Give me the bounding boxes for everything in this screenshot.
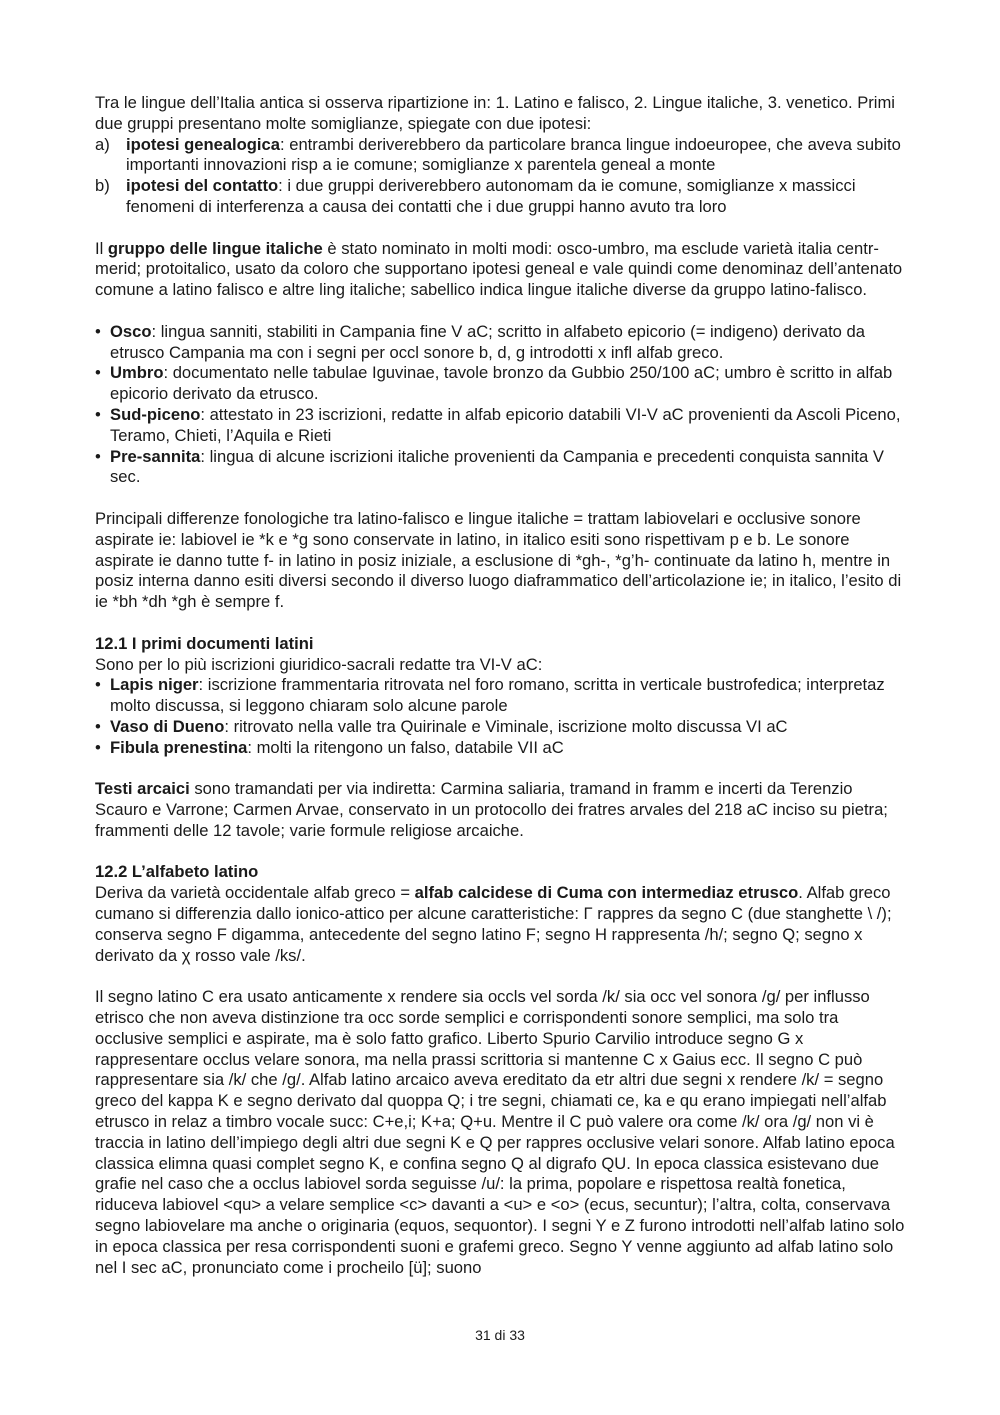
term-bold: Pre-sannita [110,446,201,466]
list-item: • Umbro: documentato nelle tabulae Iguvinae, tavole bronzo da Gubbio 250/100 aC; umbro è scritto in alfab epicorio derivato da etrusco. [95,363,893,404]
list-item: • Vaso di Dueno: ritrovato nella valle tra Quirinale e Viminale, iscrizione molto discussa VI aC [95,716,788,736]
alphabet-paragraph-2: Il segno latino C era usato anticamente x rendere sia occls vel sorda /k/ sia occ vel sonora /g/ per influsso etrisco che non aveva distinzione tra occ sorde semplici e corrispondenti sonore semplici, ma solo tra occlusive semplici e aspirate, ma è solo fatto grafico. Liberto Spurio Carvilio introduce segno G x rappresentare occlus velare sonora, ma nella prassi scrittoria si mantenne C x Gaius ecc. Il segno C può rappresentare sia /k/ che /g/. Alfab latino arcaico aveva ereditato da etr altri due segni x rendere /k/ = segno greco del kappa K e segno derivato dal quoppa Q; i tre segni, chiamati ce, ka e qu erano impiegati nell’alfab etrusco in relaz a timbro vocale succ: C+e,i; K+a; Q+u. Mentre il C può valere ora come /k/ ora /g/ non vi è traccia in latino dell’impiego degli altri due segni K e Q per rappres occlusive velari sonore. Alfab latino epoca classica elimna quasi complet segno K, e confina segno Q al digrafo QU. In epoca classica esistevano due grafie nel caso che a occlus labiovel sorda seguisse /u/: la prima, popolare e rispettosa realtà fonetica, riduceva labiovel <qu> a velare semplice <c> davanti a <u> e <o> (ecus, secuntur); l’altra, colta, conservava segno labiovelare ma anche o originaria (equos, sequontor). I segni Y e Z furono introdotti nell’alfab latino solo in epoca classica per resa corrispondenti suoni e grafemi greco. Segno Y venne aggiunto ad alfab latino solo nel I sec aC, pronunciato come i procheilo [ü]; suono [95,987,905,1277]
bullet-icon: • [95,737,101,757]
languages-list [95,322,907,488]
bullet-icon: • [95,675,101,695]
term-bold: ipotesi genealogica [126,134,280,154]
list-item: • Lapis niger: iscrizione frammentaria ritrovata nel foro romano, scritta in verticale bustrofedica; interpretaz molto discussa, si leggono chiaram solo alcune parole [95,675,885,716]
term-bold: Sud-piceno [110,404,201,424]
term-bold: gruppo delle lingue italiche [107,238,323,258]
page-number: 31 di 33 [475,1327,525,1343]
hypothesis-text: : i due gruppi deriverebbero autonomam da ie comune, somiglianze x massicci fenomeni di interferenza a causa dei contatti che i due gruppi hanno avuto tra loro [126,176,856,216]
bullet-icon: • [95,363,101,383]
bullet-icon: • [95,404,101,424]
list-item: • Pre-sannita: lingua di alcune iscrizioni italiche provenienti da Campania e precedenti conquista sannita V sec. [95,446,884,487]
term-bold: Testi arcaici [95,779,190,799]
italic-group-paragraph: Il gruppo delle lingue italiche è stato nominato in molti modi: osco-umbro, ma esclude varietà italia centr-merid; protoitalico, usato da coloro che supportano ipotesi geneal e vale quindi come denominaz dell’antenato comune a latino falisco e altre ling italiche; sabellico indica lingue italiche diverse da gruppo latino-falisco. [95,238,903,300]
term-bold: Osco [110,321,152,341]
bullet-icon: • [95,716,101,736]
phonology-paragraph: Principali differenze fonologiche tra latino-falisco e lingue italiche = trattam labiovelari e occlusive sonore aspirate ie: labiovel ie *k e *g sono conservate in latino, in italico esiti sono rispettivam p e b. Le sonore aspirate ie danno tutte f- in latino in posiz iniziale, a esclusione di *gh-, *g’h- continuate da latino h, mentre in posiz interna danno esiti diversi secondo il diverso luogo diaframmatico dell’articolazione ie; in italico, l’esito di ie *bh *dh *gh è sempre f. [95,508,902,612]
bullet-icon: • [95,321,101,341]
section-intro: Sono per lo più iscrizioni giuridico-sacrali redatte tra VI-V aC: [95,654,543,674]
term-bold: Lapis niger [110,675,199,695]
document-body [95,93,907,1278]
list-marker: a) [95,134,110,154]
list-item: • Sud-piceno: attestato in 23 iscrizioni, redatte in alfab epicorio databili VI-V aC provenienti da Ascoli Piceno, Teramo, Chieti, l’Aquila e Rieti [95,404,901,445]
section-heading-12-1: 12.1 I primi documenti latini [95,633,314,653]
section-heading-12-2: 12.2 L’alfabeto latino [95,862,259,882]
intro-paragraph: Tra le lingue dell’Italia antica si osserva ripartizione in: 1. Latino e falisco, 2. Lingue italiche, 3. venetico. Primi due gruppi presentano molte somiglianze, spiegate con due ipotesi: [95,93,895,133]
archaic-texts-paragraph: Testi arcaici sono tramandati per via indiretta: Carmina saliaria, tramand in framm e incerti da Terenzio Scauro e Varrone; Carmen Arvae, conservato in un protocollo dei fratres arvales del 218 aC inciso su pietra; frammenti delle 12 tavole; varie formule religiose arcaiche. [95,779,888,840]
term-bold: Fibula prenestina [110,737,248,757]
term-bold: ipotesi del contatto [126,176,279,196]
list-item: • Fibula prenestina: molti la ritengono un falso, databile VII aC [95,737,564,757]
list-marker: b) [95,176,110,196]
hypothesis-b [95,176,907,218]
hypothesis-text: : entrambi deriverebbero da particolare branca lingue indoeuropee, che aveva subito importanti innovazioni risp a ie comune; somiglianze x parentela geneal a monte [126,134,901,175]
term-bold: alfab calcidese di Cuma con intermediaz etrusco [414,883,799,903]
term-bold: Vaso di Dueno [110,716,225,736]
list-item: • Osco: lingua sanniti, stabiliti in Campania fine V aC; scritto in alfabeto epicorio (= indigeno) derivato da etrusco Campania ma con i segni per occl sonore b, d, g introdotti x infl alfab greco. [95,321,865,362]
term-bold: Umbro [110,363,164,383]
documents-list [95,675,907,758]
hypothesis-a [95,135,907,177]
bullet-icon: • [95,446,101,466]
alphabet-paragraph-1: Deriva da varietà occidentale alfab greco = alfab calcidese di Cuma con intermediaz etrusco. Alfab greco cumano si differenzia dallo ionico-attico per alcune caratteristiche: Γ rappres da segno C (due stanghette \ /); conserva segno F digamma, antecedente del segno latino F; segno H rappresenta /h/; segno Q; segno x derivato da χ rosso vale /ks/. [95,883,892,965]
